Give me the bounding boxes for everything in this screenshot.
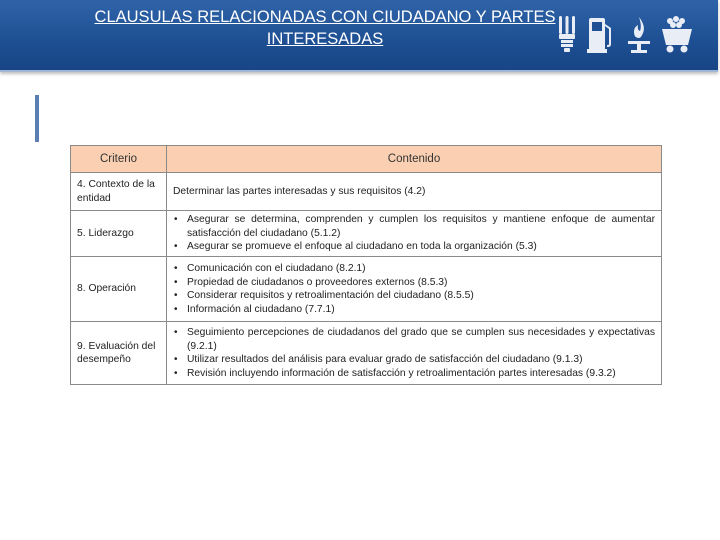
list-item: • Propiedad de ciudadanos o proveedores externos (8.5.3) bbox=[187, 276, 655, 290]
list-item: • Utilizar resultados del análisis para evaluar grado de satisfacción del ciudadano (9.1.3) bbox=[187, 353, 655, 367]
accent-bar bbox=[35, 95, 39, 142]
header-banner bbox=[0, 0, 718, 72]
criterio-cell: 8. Operación bbox=[71, 257, 167, 322]
contenido-cell bbox=[167, 211, 662, 257]
criterio-cell: 9. Evaluación del desempeño bbox=[71, 322, 167, 385]
fuel-pump-icon bbox=[586, 14, 616, 54]
table-header-row bbox=[71, 146, 662, 173]
table-row bbox=[71, 257, 662, 322]
page-title: CLAUSULAS RELACIONADAS CON CIUDADANO Y PARTES INTERESADAS bbox=[94, 8, 556, 48]
mining-cart-icon bbox=[660, 14, 694, 54]
criterio-cell: 5. Liderazgo bbox=[71, 211, 167, 257]
list-item: • Asegurar se determina, comprenden y cumplen los requisitos y mantiene enfoque de aumentar satisfacción del ciudadano (5.1.2) bbox=[187, 213, 655, 240]
list-item: • Información al ciudadano (7.7.1) bbox=[187, 303, 655, 317]
list-item: • Considerar requisitos y retroalimentación del ciudadano (8.5.5) bbox=[187, 289, 655, 303]
table-row bbox=[71, 173, 662, 211]
table-row bbox=[71, 211, 662, 257]
list-item: • Comunicación con el ciudadano (8.2.1) bbox=[187, 262, 655, 276]
header-criterio: Criterio bbox=[71, 146, 167, 173]
light-bulb-icon bbox=[556, 14, 578, 54]
contenido-cell: Determinar las partes interesadas y sus requisitos (4.2) bbox=[167, 173, 662, 211]
table-row bbox=[71, 322, 662, 385]
list-item: • Revisión incluyendo información de satisfacción y retroalimentación partes interesadas (9.3.2) bbox=[187, 367, 655, 381]
contenido-cell bbox=[167, 257, 662, 322]
list-item: • Asegurar se promueve el enfoque al ciudadano en toda la organización (5.3) bbox=[187, 240, 655, 254]
criterio-cell: 4. Contexto de la entidad bbox=[71, 173, 167, 211]
gas-flame-icon bbox=[624, 14, 654, 54]
criteria-table bbox=[70, 145, 662, 385]
list-item: • Seguimiento percepciones de ciudadanos del grado que se cumplen sus necesidades y expectativas (9.2.1) bbox=[187, 326, 655, 353]
header-contenido: Contenido bbox=[167, 146, 662, 173]
contenido-cell bbox=[167, 322, 662, 385]
header-icons bbox=[556, 14, 706, 54]
